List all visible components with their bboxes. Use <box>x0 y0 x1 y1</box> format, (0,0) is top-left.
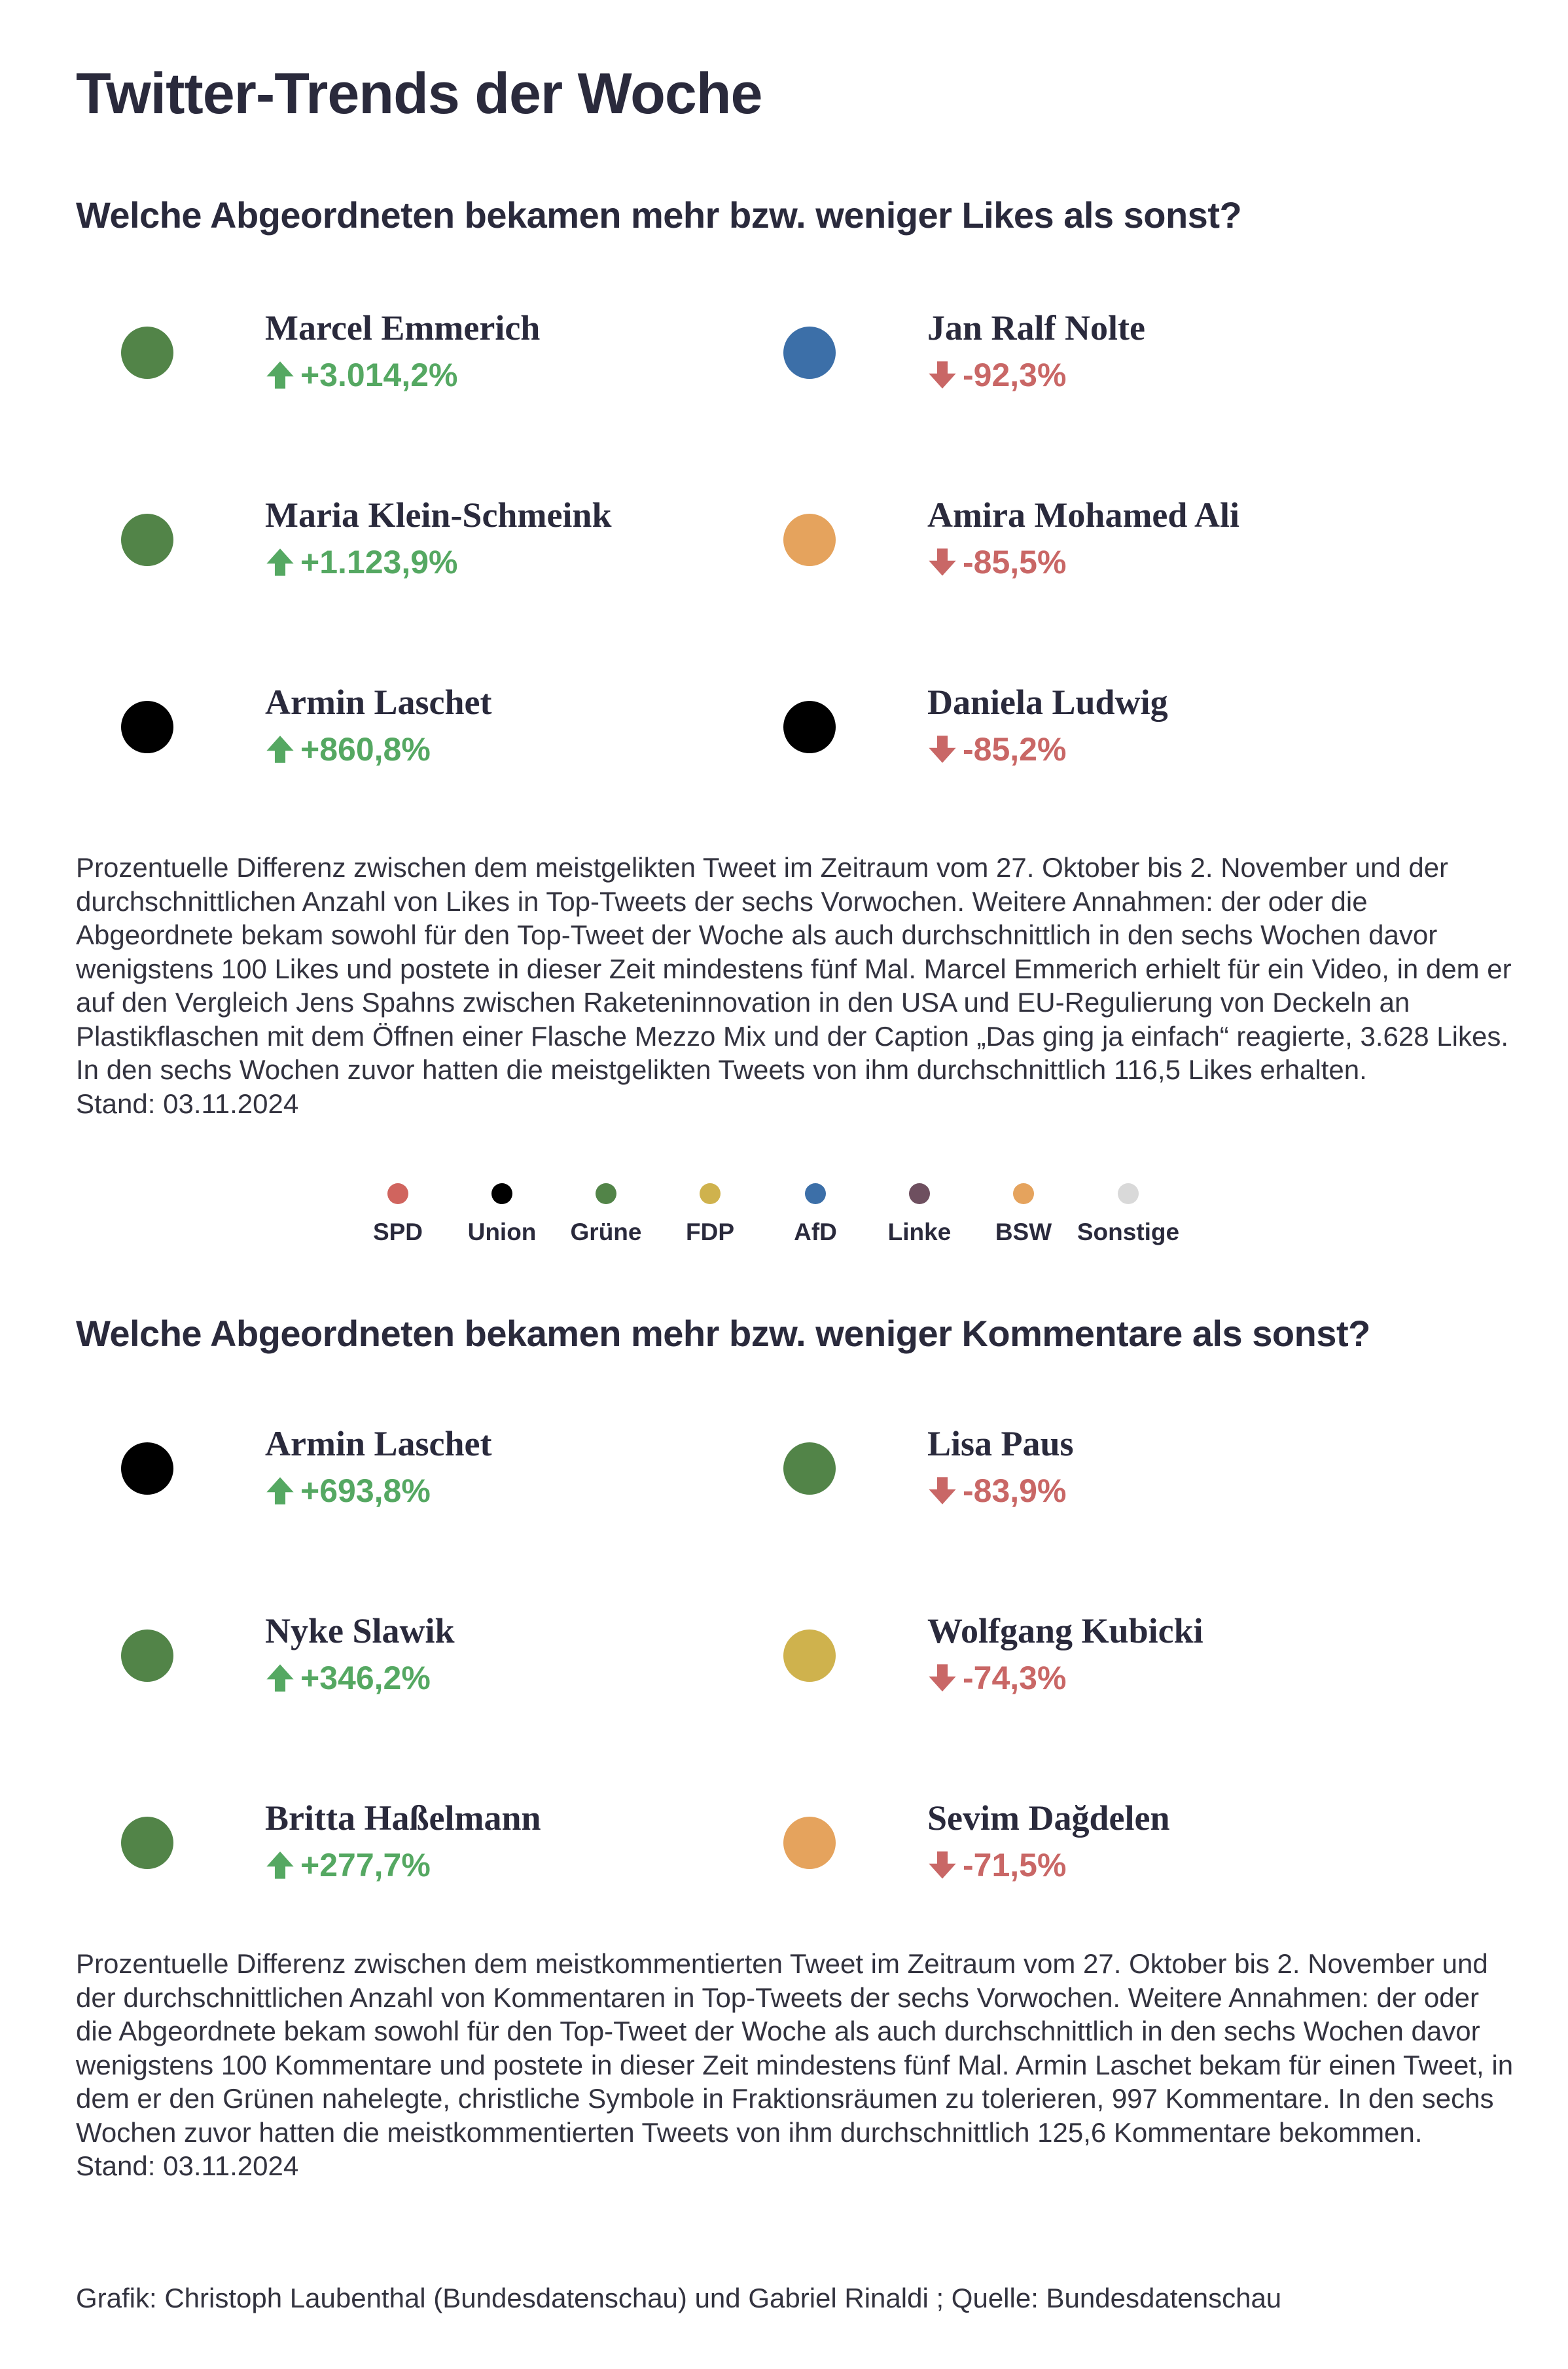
arrow-down-icon <box>927 1476 957 1506</box>
party-dot-icon <box>783 514 836 566</box>
legend-dot-icon <box>387 1183 408 1204</box>
legend-item-fdp <box>658 1183 762 1246</box>
member-name: Armin Laschet <box>265 683 492 722</box>
likes-entry <box>662 301 1317 432</box>
change-value <box>265 356 457 394</box>
page-title: Twitter-Trends der Woche <box>76 61 762 126</box>
legend-label: Union <box>467 1219 537 1245</box>
member-name: Jan Ralf Nolte <box>927 308 1145 347</box>
legend-dot-icon <box>491 1183 512 1204</box>
party-dot-icon <box>121 701 173 753</box>
change-text: -71,5% <box>963 1847 1067 1883</box>
party-dot-icon <box>783 327 836 379</box>
arrow-down-icon <box>927 1850 957 1880</box>
change-value <box>927 356 1066 394</box>
legend-item-bsw <box>971 1183 1076 1246</box>
legend-label: AfD <box>794 1219 837 1245</box>
member-name: Daniela Ludwig <box>927 683 1168 722</box>
legend-item-spd <box>346 1183 450 1246</box>
change-value <box>265 1659 431 1697</box>
change-value <box>265 1472 431 1510</box>
arrow-up-icon <box>265 1850 295 1880</box>
source-credit: Grafik: Christoph Laubenthal (Bundesdatenschau) und Gabriel Rinaldi ; Quelle: Bundesdatenschau <box>76 2283 1282 2313</box>
likes-entry <box>662 488 1317 619</box>
arrow-down-icon <box>927 360 957 390</box>
party-dot-icon <box>783 1630 836 1682</box>
likes-entry <box>0 675 654 806</box>
legend-label: Grüne <box>570 1219 642 1245</box>
legend-dot-icon <box>700 1183 721 1204</box>
change-text: +277,7% <box>300 1847 431 1883</box>
arrow-down-icon <box>927 547 957 577</box>
comments-entry <box>0 1417 654 1548</box>
change-text: -92,3% <box>963 357 1067 393</box>
arrow-down-icon <box>927 734 957 764</box>
comments-entry <box>662 1604 1317 1735</box>
legend-item-linke <box>867 1183 972 1246</box>
legend-label: SPD <box>372 1219 423 1245</box>
likes-entry <box>0 488 654 619</box>
change-value <box>927 1846 1066 1884</box>
change-text: -85,2% <box>963 731 1067 768</box>
party-dot-icon <box>121 1630 173 1682</box>
legend-item-union <box>450 1183 554 1246</box>
change-value <box>927 730 1066 768</box>
member-name: Wolfgang Kubicki <box>927 1611 1203 1650</box>
likes-section-heading: Welche Abgeordneten bekamen mehr bzw. weniger Likes als sonst? <box>76 194 1242 236</box>
member-name: Sevim Dağdelen <box>927 1798 1170 1838</box>
comments-description <box>76 1947 1516 2183</box>
member-name: Armin Laschet <box>265 1424 492 1463</box>
legend-dot-icon <box>805 1183 826 1204</box>
change-text: -74,3% <box>963 1660 1067 1696</box>
change-text: +346,2% <box>300 1660 431 1696</box>
legend-dot-icon <box>596 1183 616 1204</box>
party-dot-icon <box>783 1817 836 1869</box>
change-value <box>265 543 457 581</box>
arrow-up-icon <box>265 547 295 577</box>
likes-description <box>76 851 1516 1120</box>
change-text: +3.014,2% <box>300 357 458 393</box>
party-dot-icon <box>121 514 173 566</box>
legend-item-sonstige <box>1076 1183 1181 1246</box>
legend-item-afd <box>763 1183 868 1246</box>
likes-entry <box>662 675 1317 806</box>
change-text: -85,5% <box>963 544 1067 580</box>
legend-label: BSW <box>995 1219 1052 1245</box>
member-name: Britta Haßelmann <box>265 1798 541 1838</box>
legend-item-gruene <box>554 1183 658 1246</box>
member-name: Amira Mohamed Ali <box>927 495 1239 535</box>
member-name: Maria Klein-Schmeink <box>265 495 612 535</box>
party-dot-icon <box>121 1442 173 1495</box>
party-dot-icon <box>783 1442 836 1495</box>
legend-dot-icon <box>1118 1183 1139 1204</box>
legend-dot-icon <box>909 1183 930 1204</box>
arrow-up-icon <box>265 734 295 764</box>
member-name: Marcel Emmerich <box>265 308 541 347</box>
legend-label: Linke <box>887 1219 952 1245</box>
date-stamp: Stand: 03.11.2024 <box>76 2150 299 2181</box>
comments-section-heading: Welche Abgeordneten bekamen mehr bzw. weniger Kommentare als sonst? <box>76 1313 1370 1354</box>
comments-entry <box>662 1791 1317 1922</box>
change-text: +693,8% <box>300 1472 431 1509</box>
comments-entry <box>0 1791 654 1922</box>
change-value <box>265 730 431 768</box>
change-text: -83,9% <box>963 1472 1067 1509</box>
likes-entry <box>0 301 654 432</box>
legend-dot-icon <box>1013 1183 1034 1204</box>
arrow-up-icon <box>265 1476 295 1506</box>
legend-label: FDP <box>686 1219 734 1245</box>
change-value <box>927 543 1066 581</box>
change-text: +1.123,9% <box>300 544 458 580</box>
party-dot-icon <box>783 701 836 753</box>
party-dot-icon <box>121 327 173 379</box>
date-stamp: Stand: 03.11.2024 <box>76 1088 299 1119</box>
arrow-up-icon <box>265 1663 295 1693</box>
party-dot-icon <box>121 1817 173 1869</box>
description-text: Prozentuelle Differenz zwischen dem meistkommentierten Tweet im Zeitraum vom 27. Oktober bis 2. November und der durchschnittlichen Anzahl von Kommentaren in Top-Tweets der sechs Vorwochen. Weitere Annahmen: der oder die Abgeordnete bekam sowohl für den Top-Tweet der Woche als auch durchschnittlich in den sechs Wochen davor wenigstens 100 Kommentare und postete in dieser Zeit mindestens fünf Mal. Armin Laschet bekam für einen Tweet, in dem er den Grünen nahelegte, christliche Symbole in Fraktionsräumen zu tolerieren, 997 Kommentare. In den sechs Wochen zuvor hatten die meistkommentierten Tweets von ihm durchschnittlich 125,6 Kommentare bekommen. <box>76 1948 1514 2148</box>
change-value <box>927 1659 1066 1697</box>
member-name: Lisa Paus <box>927 1424 1074 1463</box>
comments-entry <box>0 1604 654 1735</box>
change-text: +860,8% <box>300 731 431 768</box>
arrow-up-icon <box>265 360 295 390</box>
legend-label: Sonstige <box>1077 1219 1180 1245</box>
arrow-down-icon <box>927 1663 957 1693</box>
comments-entry <box>662 1417 1317 1548</box>
change-value <box>927 1472 1066 1510</box>
change-value <box>265 1846 431 1884</box>
description-text: Prozentuelle Differenz zwischen dem meistgelikten Tweet im Zeitraum vom 27. Oktober bis 2. November und der durchschnittlichen Anzahl von Likes in Top-Tweets der sechs Vorwochen. Weitere Annahmen: der oder die Abgeordnete bekam sowohl für den Top-Tweet der Woche als auch durchschnittlich in den sechs Wochen davor wenigstens 100 Likes und postete in dieser Zeit mindestens fünf Mal. Marcel Emmerich erhielt für ein Video, in dem er auf den Vergleich Jens Spahns zwischen Raketeninnovation in den USA und EU-Regulierung von Deckeln an Plastikflaschen mit dem Öffnen einer Flasche Mezzo Mix und der Caption „Das ging ja einfach“ reagierte, 3.628 Likes. In den sechs Wochen zuvor hatten die meistgelikten Tweets von ihm durchschnittlich 116,5 Likes erhalten. <box>76 852 1512 1085</box>
member-name: Nyke Slawik <box>265 1611 455 1650</box>
